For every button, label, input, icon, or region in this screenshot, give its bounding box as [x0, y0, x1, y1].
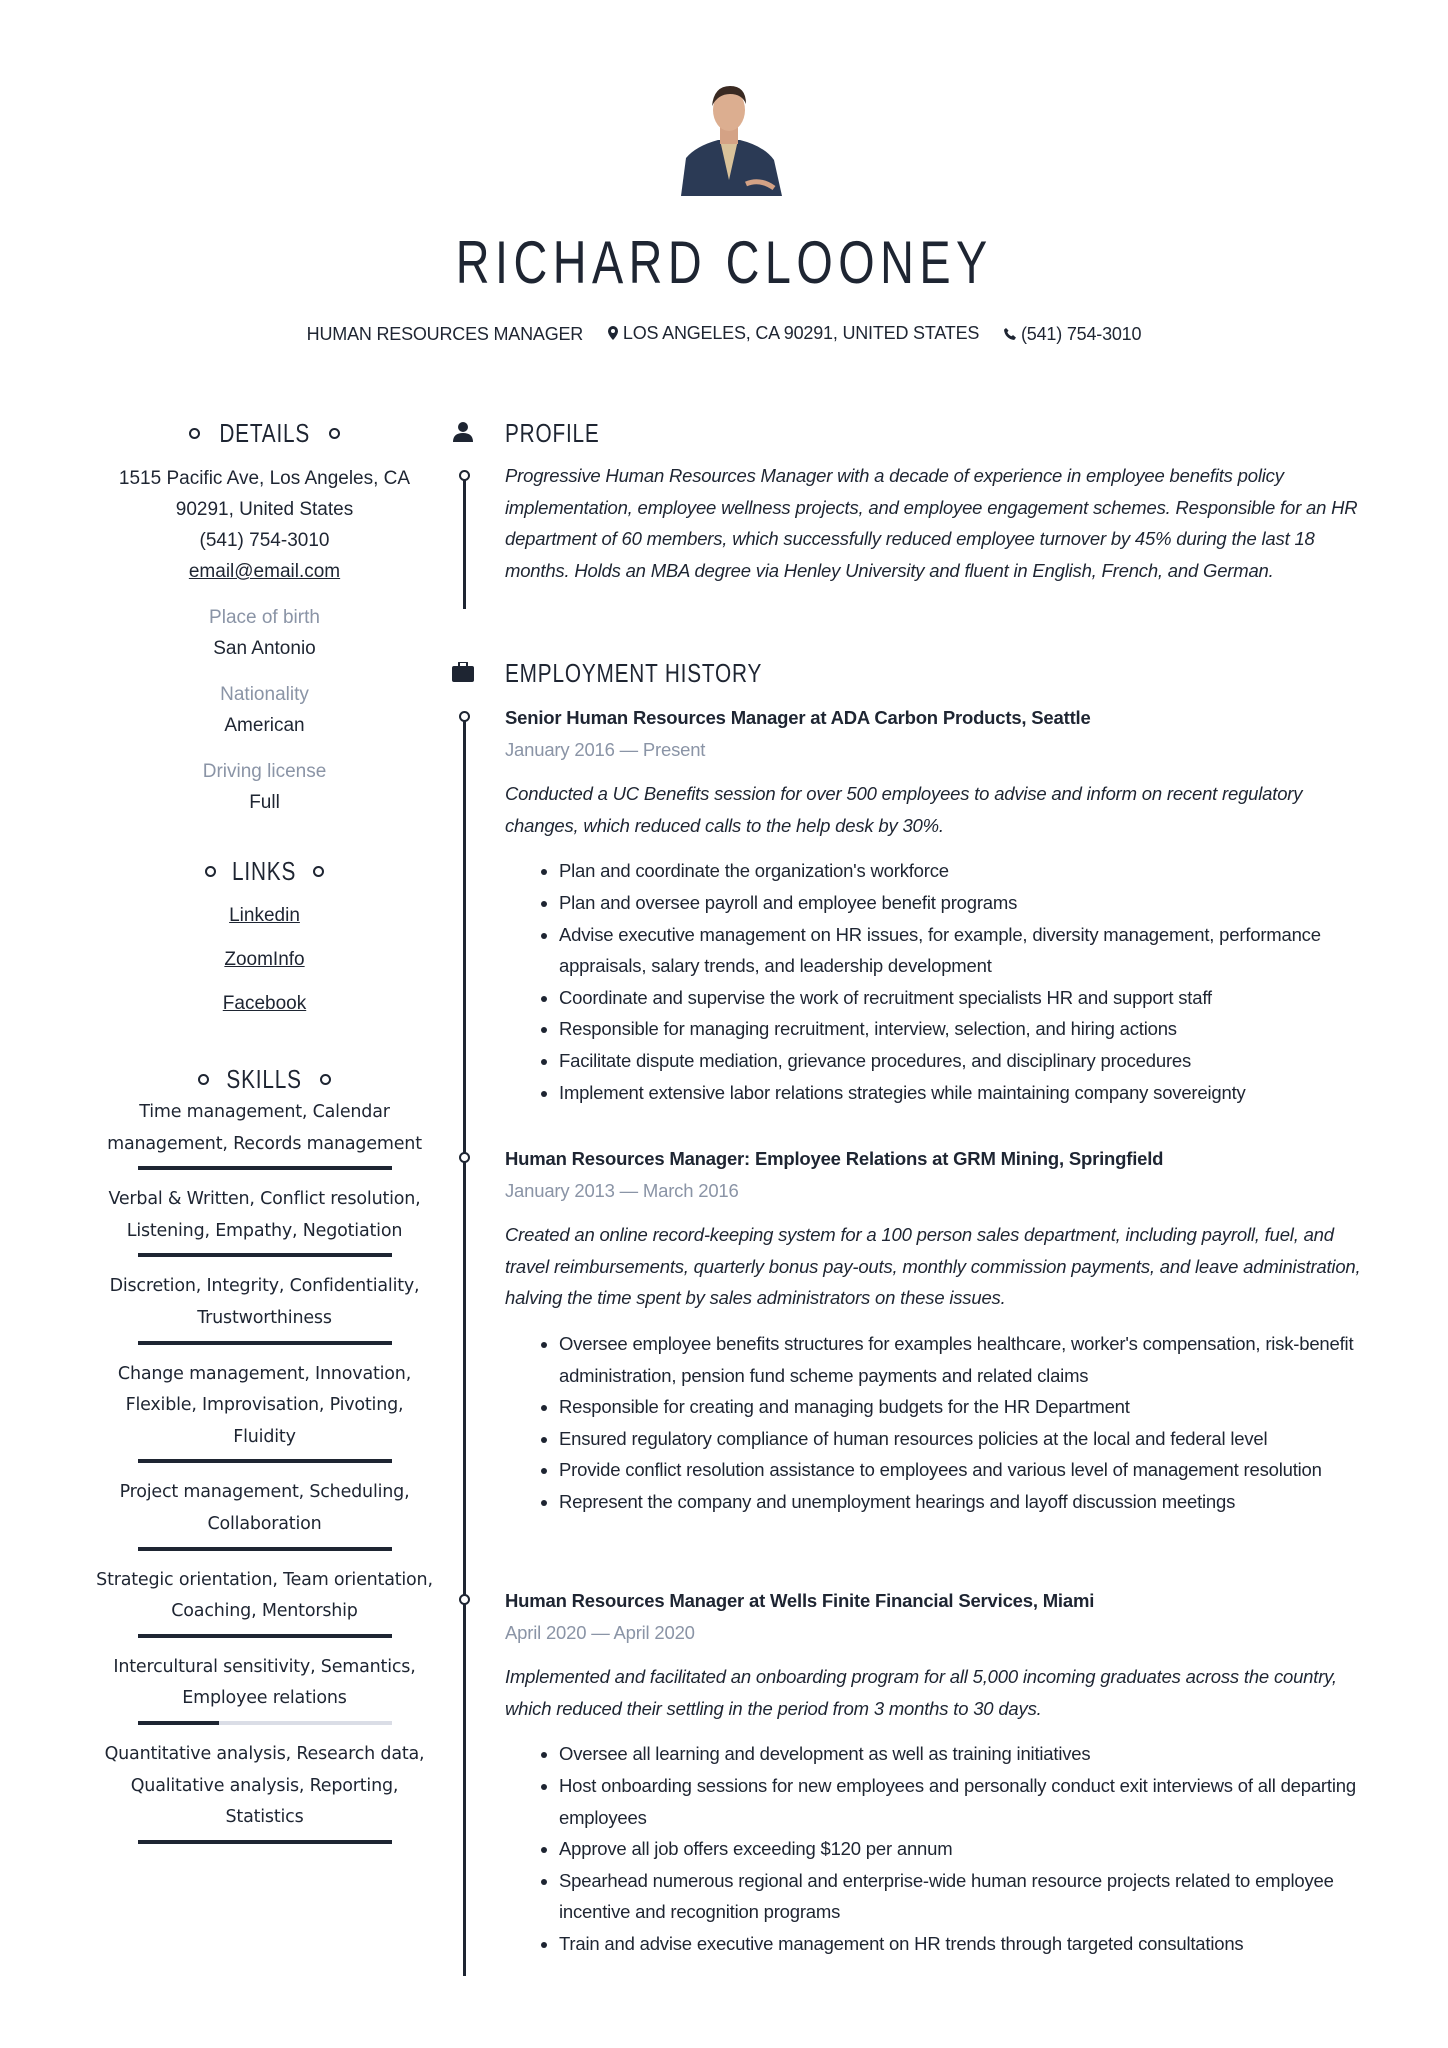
skill-level-fill: [138, 1634, 392, 1638]
skill-level-fill: [138, 1253, 392, 1257]
job-bullet: • Represent the company and unemployment hearings and layoff discussion meetings: [559, 1486, 1365, 1518]
job-summary: Implemented and facilitated an onboarding program for all 5,000 incoming graduates across the country, which reduced their settling in the period from 3 months to 30 days.: [505, 1666, 1337, 1719]
skill-item: [92, 1271, 437, 1344]
job-bullets: [505, 1738, 1365, 1959]
ring-icon: [205, 866, 216, 877]
phone-text: (541) 754-3010: [1021, 324, 1142, 344]
skill-level-fill: [138, 1166, 392, 1170]
skill-item: [92, 1097, 437, 1170]
skill-name: Quantitative analysis, Research data, Qualitative analysis, Reporting, Statistics: [104, 1743, 425, 1828]
skill-name: Change management, Innovation, Flexible, Improvisation, Pivoting, Fluidity: [117, 1363, 412, 1447]
detail-value: San Antonio: [213, 638, 316, 659]
timeline-node: [459, 1594, 470, 1605]
job-bullet: • Plan and oversee payroll and employee benefit programs: [559, 887, 1365, 919]
job-bullet: • Ensured regulatory compliance of human resources policies at the local and federal level: [559, 1423, 1365, 1455]
job-bullet: • Implement extensive labor relations strategies while maintaining company sovereignty: [559, 1077, 1365, 1109]
details-heading: DETAILS: [92, 416, 437, 450]
job-dates: April 2020 — April 2020: [505, 1621, 695, 1643]
job-title: Human Resources Manager at Wells Finite Financial Services, Miami: [505, 1590, 1095, 1611]
job-bullet: • Approve all job offers exceeding $120 per annum: [559, 1833, 1365, 1865]
job-entry: [505, 1585, 1365, 1960]
job-title: Senior Human Resources Manager at ADA Carbon Products, Seattle: [505, 707, 1091, 728]
job-bullet: • Provide conflict resolution assistance to employees and various level of management resolution: [559, 1454, 1365, 1486]
link-linkedin[interactable]: Linkedin: [229, 905, 300, 926]
skill-name: Strategic orientation, Team orientation, Coaching, Mentorship: [96, 1569, 433, 1622]
skill-level-bar: [138, 1253, 392, 1257]
job-summary: Conducted a UC Benefits session for over 500 employees to advise and inform on recent regulatory changes, which reduced calls to the help desk by 30%.: [505, 783, 1303, 836]
details-section: [92, 416, 437, 818]
skill-level-fill: [138, 1459, 392, 1463]
skill-item: [92, 1739, 437, 1844]
detail-value: Full: [249, 792, 280, 813]
link-facebook[interactable]: Facebook: [222, 993, 307, 1014]
briefcase-icon: [452, 662, 474, 687]
skill-name: Intercultural sensitivity, Semantics, Employee relations: [113, 1656, 416, 1709]
job-dates: January 2013 — March 2016: [505, 1179, 739, 1201]
job-dates: January 2016 — Present: [505, 738, 706, 760]
job-title: HUMAN RESOURCES MANAGER: [306, 324, 584, 344]
job-bullet: • Oversee employee benefits structures for examples healthcare, worker's compensation, risk-benefit administration, pension fund scheme payments and related claims: [559, 1328, 1365, 1391]
job-bullet: • Responsible for managing recruitment, interview, selection, and hiring actions: [559, 1013, 1365, 1045]
profile-text: Progressive Human Resources Manager with a decade of experience in employee benefits policy implementation, employee wellness projects, and employee engagement schemes. Responsible for an HR department of 60 members, which successfully reduced employee turnover by 45% during the last 18 months. Holds an MBA degree via Henley University and fluent in English, French, and German.: [505, 465, 1358, 581]
location-text: LOS ANGELES, CA 90291, UNITED STATES: [622, 323, 980, 343]
ring-icon: [198, 1074, 209, 1085]
address-line2: 90291, United States: [175, 499, 354, 520]
skill-level-bar: [138, 1459, 392, 1463]
job-bullet: • Plan and coordinate the organization's workforce: [559, 855, 1365, 887]
job-entry: [505, 702, 1365, 1108]
skill-level-bar: [138, 1166, 392, 1170]
ring-icon: [320, 1074, 331, 1085]
ring-icon: [329, 428, 340, 439]
skill-level-bar: [138, 1840, 392, 1844]
skill-level-fill: [138, 1547, 392, 1551]
details-phone: (541) 754-3010: [199, 530, 330, 551]
detail-label: Driving license: [202, 761, 327, 782]
skill-item: [92, 1359, 437, 1464]
job-summary: Created an online record-keeping system for a 100 person sales department, including payroll, fuel, and travel reimbursements, quarterly bonus pay-outs, monthly commission payments, and leave administration, halving the time spent by sales administrators on these issues.: [505, 1224, 1361, 1309]
job-entry: [505, 1143, 1365, 1518]
skills-section: [92, 1062, 437, 1858]
skill-item: [92, 1184, 437, 1257]
skill-level-fill: [138, 1721, 219, 1725]
job-title: Human Resources Manager: Employee Relations at GRM Mining, Springfield: [505, 1148, 1164, 1169]
link-zoominfo[interactable]: ZoomInfo: [224, 949, 305, 970]
skill-item: [92, 1565, 437, 1638]
profile-photo: [676, 80, 782, 196]
timeline-line: [463, 474, 466, 609]
timeline-node: [459, 470, 470, 481]
skill-level-fill: [138, 1840, 392, 1844]
location: [608, 320, 979, 346]
links-heading: LINKS: [92, 854, 437, 888]
header-info: [0, 320, 1448, 347]
timeline-line: [463, 714, 466, 1976]
skill-level-bar: [138, 1721, 392, 1725]
ring-icon: [189, 428, 200, 439]
skill-name: Discretion, Integrity, Confidentiality, Trustworthiness: [109, 1276, 420, 1328]
timeline-node: [459, 711, 470, 722]
detail-value: American: [224, 715, 305, 736]
ring-icon: [313, 866, 324, 877]
detail-label: Place of birth: [209, 607, 320, 628]
email-link[interactable]: email@email.com: [188, 561, 341, 582]
job-bullet: • Responsible for creating and managing budgets for the HR Department: [559, 1391, 1365, 1423]
candidate-name: RICHARD CLOONEY: [455, 229, 993, 296]
job-bullet: • Advise executive management on HR issues, for example, diversity management, performance appraisals, salary trends, and leadership development: [559, 919, 1365, 982]
job-bullets: [505, 1328, 1365, 1518]
skill-name: Project management, Scheduling, Collaboration: [119, 1482, 410, 1534]
skill-level-bar: [138, 1547, 392, 1551]
skill-level-bar: [138, 1634, 392, 1638]
phone-icon: [1004, 328, 1016, 340]
timeline-node: [459, 1152, 470, 1163]
phone: [1004, 321, 1141, 347]
map-pin-icon: [608, 326, 618, 340]
employment-heading: EMPLOYMENT HISTORY: [505, 658, 763, 688]
skill-name: Time management, Calendar management, Records management: [107, 1102, 422, 1154]
skill-item: [92, 1652, 437, 1725]
skills-heading: SKILLS: [92, 1062, 437, 1096]
job-bullet: • Host onboarding sessions for new employees and personally conduct exit interviews of all departing employees: [559, 1770, 1365, 1833]
skill-item: [92, 1477, 437, 1550]
job-bullet: • Spearhead numerous regional and enterprise-wide human resource projects related to employee incentive and recognition programs: [559, 1865, 1365, 1928]
skill-level-fill: [138, 1341, 392, 1345]
job-bullet: • Train and advise executive management on HR trends through targeted consultations: [559, 1928, 1365, 1960]
person-icon: [452, 422, 474, 447]
skill-name: Verbal & Written, Conflict resolution, Listening, Empathy, Negotiation: [108, 1189, 421, 1241]
skill-level-bar: [138, 1341, 392, 1345]
job-bullet: • Coordinate and supervise the work of recruitment specialists HR and support staff: [559, 982, 1365, 1014]
job-bullet: • Facilitate dispute mediation, grievance procedures, and disciplinary procedures: [559, 1045, 1365, 1077]
profile-heading: PROFILE: [505, 418, 600, 448]
address-line1: 1515 Pacific Ave, Los Angeles, CA: [118, 468, 411, 489]
links-section: [92, 854, 437, 1032]
job-bullet: • Oversee all learning and development as well as training initiatives: [559, 1738, 1365, 1770]
detail-label: Nationality: [220, 684, 309, 705]
job-bullets: [505, 855, 1365, 1108]
